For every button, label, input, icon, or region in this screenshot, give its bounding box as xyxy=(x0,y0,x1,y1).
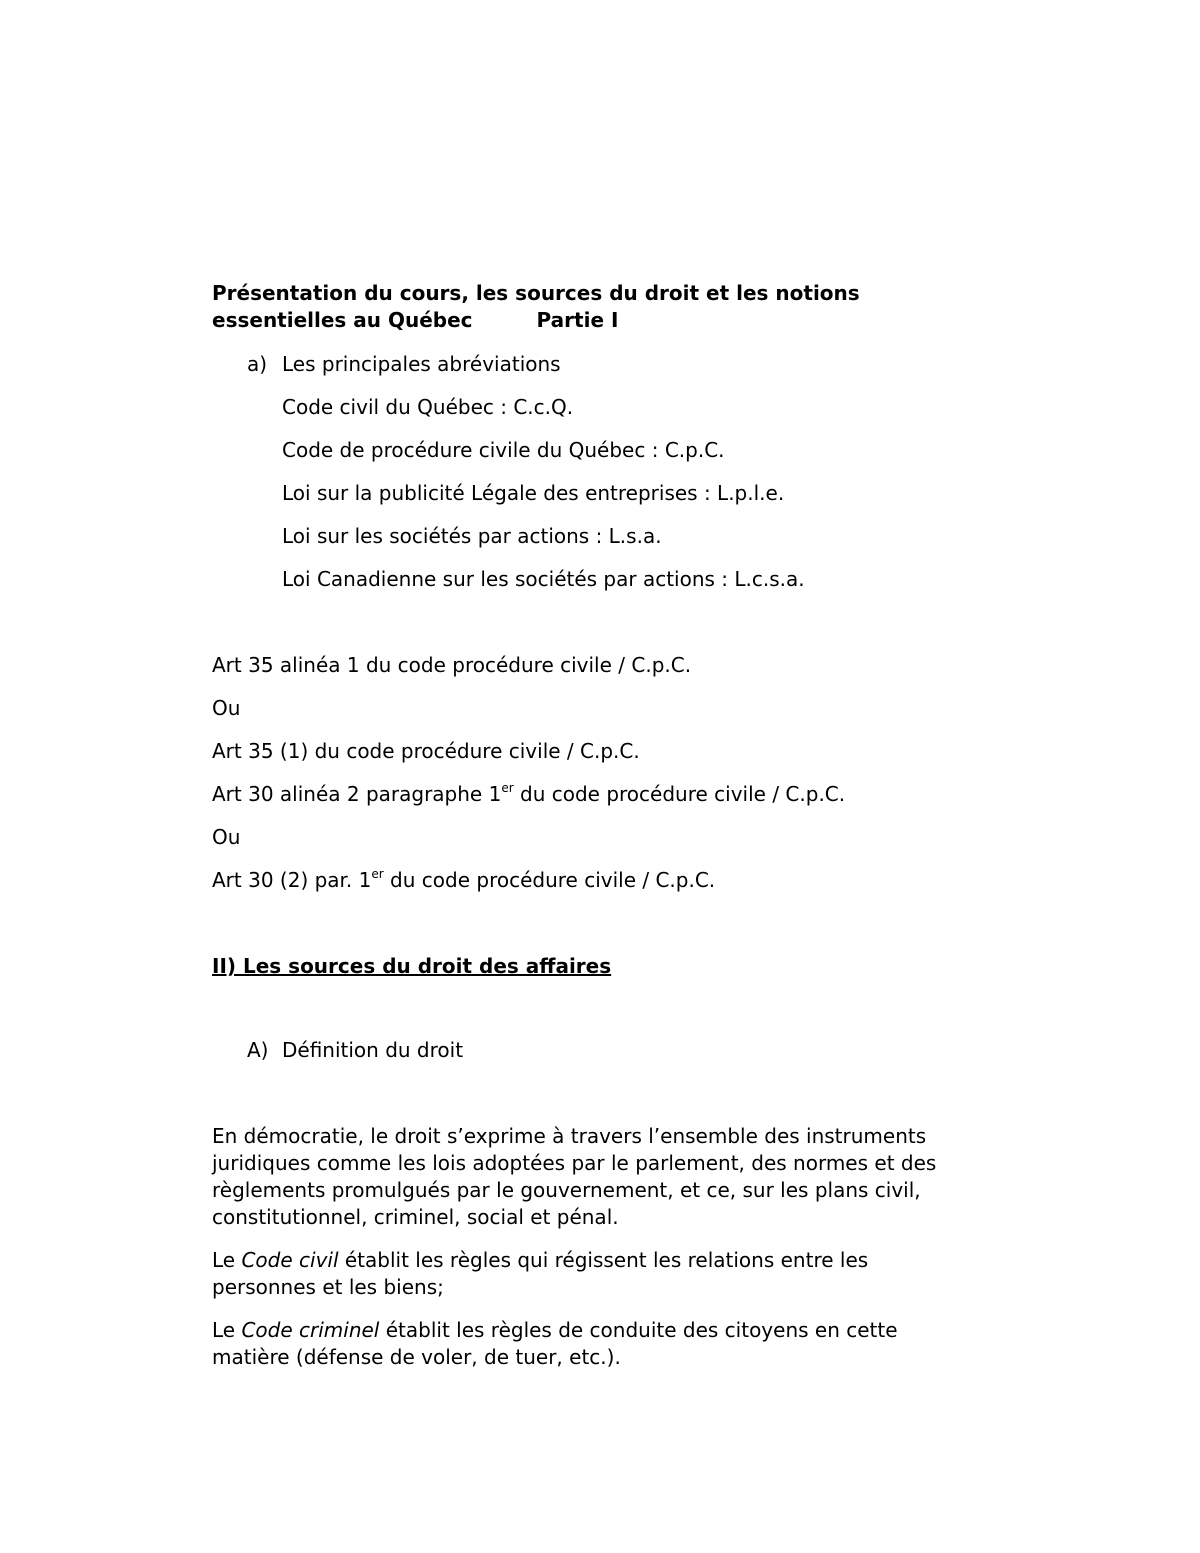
citation-text: du code procédure civile / C.p.C. xyxy=(383,868,716,892)
paragraph-text: établit les règles de conduite des citoyens en cette matière (défense de voler, de tuer, etc.). xyxy=(212,1318,898,1369)
abbreviations-heading xyxy=(247,351,1012,378)
document-title xyxy=(212,280,1012,334)
subsection-heading-text: Définition du droit xyxy=(282,1038,464,1062)
abbreviation-item: Loi Canadienne sur les sociétés par actions : L.c.s.a. xyxy=(282,567,805,591)
title-line-2: essentielles au Québec xyxy=(212,308,473,332)
citation-line xyxy=(212,781,1012,808)
paragraph xyxy=(212,1247,942,1301)
title-line-1: Présentation du cours, les sources du droit et les notions xyxy=(212,281,860,305)
code-name: Code criminel xyxy=(241,1318,380,1342)
code-name: Code civil xyxy=(241,1248,339,1272)
list-marker: a) xyxy=(247,352,268,376)
document-page xyxy=(212,280,1012,1371)
citation-line: Art 35 (1) du code procédure civile / C.p.C. xyxy=(212,739,640,763)
subsection-heading xyxy=(247,1037,1012,1064)
abbreviations-heading-text: Les principales abréviations xyxy=(282,352,561,376)
citation-line: Art 35 alinéa 1 du code procédure civile / C.p.C. xyxy=(212,653,692,677)
citation-or: Ou xyxy=(212,696,241,720)
ordinal-superscript: er xyxy=(371,867,384,881)
citation-text: du code procédure civile / C.p.C. xyxy=(513,782,846,806)
abbreviation-item: Loi sur la publicité Légale des entreprises : L.p.l.e. xyxy=(282,481,785,505)
paragraph-text: Le xyxy=(212,1248,242,1272)
citation-line xyxy=(212,867,1012,894)
citation-text: Art 30 alinéa 2 paragraphe 1 xyxy=(212,782,502,806)
abbreviation-item: Code civil du Québec : C.c.Q. xyxy=(282,395,574,419)
title-part: Partie I xyxy=(536,308,619,332)
subsection-marker: A) xyxy=(247,1038,269,1062)
abbreviation-item: Code de procédure civile du Québec : C.p.C. xyxy=(282,438,725,462)
ordinal-superscript: er xyxy=(501,781,514,795)
paragraph: En démocratie, le droit s’exprime à travers l’ensemble des instruments juridiques comme les lois adoptées par le parlement, des normes et des règlements promulgués par le gouvernement, et ce, sur les plans civil, constitutionnel, criminel, social et pénal. xyxy=(212,1124,937,1229)
paragraph-text: Le xyxy=(212,1318,242,1342)
section-heading: II) Les sources du droit des affaires xyxy=(212,954,612,978)
paragraph xyxy=(212,1317,972,1371)
abbreviation-item: Loi sur les sociétés par actions : L.s.a. xyxy=(282,524,662,548)
paragraph-text: établit les règles qui régissent les relations entre les personnes et les biens; xyxy=(212,1248,869,1299)
citation-text: Art 30 (2) par. 1 xyxy=(212,868,372,892)
citation-or: Ou xyxy=(212,825,241,849)
